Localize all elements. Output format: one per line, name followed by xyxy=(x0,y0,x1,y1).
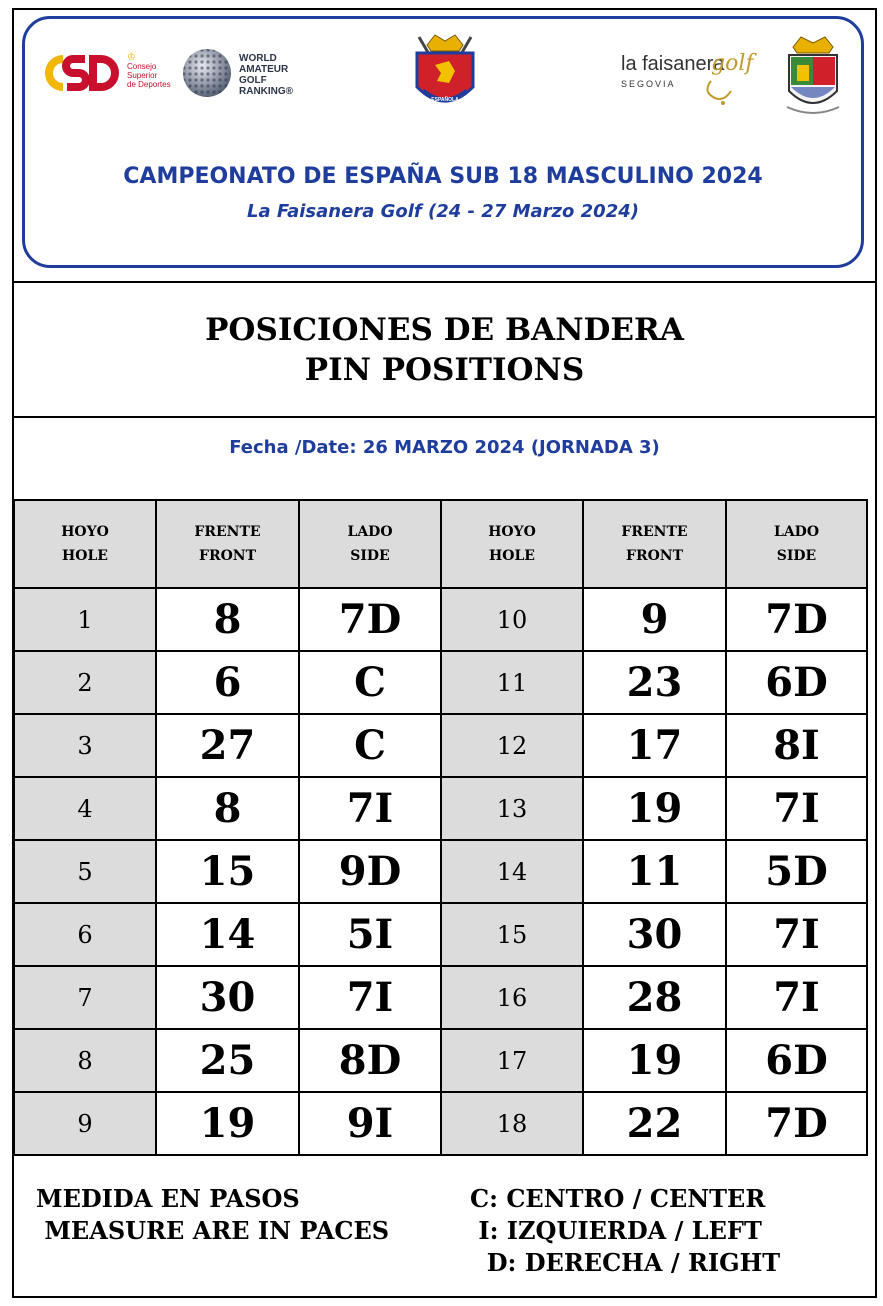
table-row xyxy=(14,966,867,1029)
front-distance: 25 xyxy=(156,1029,299,1092)
front-distance: 11 xyxy=(583,840,726,903)
side-position: 7I xyxy=(299,777,441,840)
hole-number: 13 xyxy=(441,777,583,840)
column-header-es: FRENTE xyxy=(194,524,261,540)
hole-number: 2 xyxy=(14,651,156,714)
front-distance: 8 xyxy=(156,588,299,651)
legend-center: C: CENTRO / CENTER xyxy=(470,1184,766,1213)
hole-number: 15 xyxy=(441,903,583,966)
rfeg-text: ESPAÑOLA xyxy=(431,97,459,103)
front-distance: 28 xyxy=(583,966,726,1029)
column-header xyxy=(299,500,441,588)
side-position: 9D xyxy=(299,840,441,903)
front-distance: 9 xyxy=(583,588,726,651)
wagr-text-3: GOLF xyxy=(239,75,267,86)
faisanera-logo xyxy=(621,53,761,113)
event-header xyxy=(22,16,864,268)
wagr-text-4: RANKING® xyxy=(239,86,294,97)
hole-number: 7 xyxy=(14,966,156,1029)
divider-top xyxy=(12,281,877,283)
csd-text-1: Consejo xyxy=(127,62,157,71)
column-header-es: LADO xyxy=(773,524,820,540)
column-header-en: SIDE xyxy=(776,548,817,564)
side-position: 7I xyxy=(726,966,867,1029)
side-position: 5D xyxy=(726,840,867,903)
side-position: 8D xyxy=(299,1029,441,1092)
column-header-es: LADO xyxy=(347,524,393,540)
golf-ball-icon xyxy=(181,47,233,99)
front-distance: 23 xyxy=(583,651,726,714)
column-header-en: HOLE xyxy=(62,548,108,564)
title-english: PIN POSITIONS xyxy=(304,352,585,388)
faisanera-name: la faisanera xyxy=(621,53,725,75)
column-header xyxy=(726,500,867,588)
side-position: 7I xyxy=(299,966,441,1029)
hole-number: 6 xyxy=(14,903,156,966)
hole-number: 4 xyxy=(14,777,156,840)
golf-swirl-icon xyxy=(701,77,741,107)
column-header-en: HOLE xyxy=(489,548,535,564)
front-distance: 14 xyxy=(156,903,299,966)
column-header xyxy=(441,500,583,588)
column-header xyxy=(156,500,299,588)
hole-number: 18 xyxy=(441,1092,583,1155)
championship-title: CAMPEONATO DE ESPAÑA SUB 18 MASCULINO 2024 xyxy=(123,164,763,189)
wagr-text-2: AMATEUR xyxy=(239,64,289,75)
table-row xyxy=(14,840,867,903)
column-header-en: FRONT xyxy=(199,548,256,564)
sponsor-logos xyxy=(25,19,861,129)
hole-number: 3 xyxy=(14,714,156,777)
table-row xyxy=(14,1029,867,1092)
side-position: 7D xyxy=(726,1092,867,1155)
table-row xyxy=(14,714,867,777)
side-position: 6D xyxy=(726,1029,867,1092)
column-header xyxy=(14,500,156,588)
title-spanish: POSICIONES DE BANDERA xyxy=(205,312,684,348)
hole-number: 17 xyxy=(441,1029,583,1092)
side-position: 7I xyxy=(726,903,867,966)
csd-text-2: Superior xyxy=(127,71,158,80)
side-position: 7D xyxy=(299,588,441,651)
pin-positions-table xyxy=(13,499,868,1156)
front-distance: 30 xyxy=(583,903,726,966)
table-row xyxy=(14,1092,867,1155)
side-position: 6D xyxy=(726,651,867,714)
csd-text-3: de Deportes xyxy=(127,80,171,89)
column-header xyxy=(583,500,726,588)
front-distance: 8 xyxy=(156,777,299,840)
csd-logo xyxy=(45,53,185,103)
front-distance: 17 xyxy=(583,714,726,777)
legend-right: D: DERECHA / RIGHT xyxy=(470,1248,781,1277)
wagr-logo xyxy=(181,47,311,103)
hole-number: 1 xyxy=(14,588,156,651)
column-header-es: HOYO xyxy=(61,524,109,540)
front-distance: 19 xyxy=(583,1029,726,1092)
faisanera-place: SEGOVIA xyxy=(621,79,676,89)
hole-number: 11 xyxy=(441,651,583,714)
side-position: 7D xyxy=(726,588,867,651)
legend xyxy=(470,1183,780,1279)
table-row xyxy=(14,588,867,651)
front-distance: 30 xyxy=(156,966,299,1029)
csd-crown-icon: ♔ xyxy=(127,52,136,63)
rfeg-crest-logo xyxy=(405,31,485,113)
page-title xyxy=(12,310,877,390)
front-distance: 15 xyxy=(156,840,299,903)
hole-number: 12 xyxy=(441,714,583,777)
wagr-text-1: WORLD xyxy=(239,53,277,64)
hole-number: 5 xyxy=(14,840,156,903)
front-distance: 22 xyxy=(583,1092,726,1155)
table-header-row xyxy=(14,500,867,588)
table-row xyxy=(14,903,867,966)
side-position: 5I xyxy=(299,903,441,966)
measure-note xyxy=(36,1183,389,1247)
hole-number: 10 xyxy=(441,588,583,651)
side-position: 9I xyxy=(299,1092,441,1155)
hole-number: 14 xyxy=(441,840,583,903)
town-crest-logo xyxy=(783,35,843,117)
divider-middle xyxy=(12,416,877,418)
front-distance: 19 xyxy=(156,1092,299,1155)
table-row xyxy=(14,651,867,714)
table-row xyxy=(14,777,867,840)
column-header-en: SIDE xyxy=(350,548,390,564)
side-position: 7I xyxy=(726,777,867,840)
hole-number: 8 xyxy=(14,1029,156,1092)
front-distance: 27 xyxy=(156,714,299,777)
side-position: C xyxy=(299,714,441,777)
round-date: Fecha /Date: 26 MARZO 2024 (JORNADA 3) xyxy=(229,437,660,458)
championship-subtitle: La Faisanera Golf (24 - 27 Marzo 2024) xyxy=(247,201,639,222)
hole-number: 16 xyxy=(441,966,583,1029)
column-header-es: HOYO xyxy=(488,524,536,540)
town-crest-icon xyxy=(783,35,843,117)
legend-left: I: IZQUIERDA / LEFT xyxy=(470,1216,762,1245)
column-header-en: FRONT xyxy=(626,548,683,564)
faisanera-golf: golf xyxy=(711,51,754,76)
hole-number: 9 xyxy=(14,1092,156,1155)
column-header-es: FRENTE xyxy=(621,524,688,540)
side-position: C xyxy=(299,651,441,714)
front-distance: 19 xyxy=(583,777,726,840)
measure-note-es: MEDIDA EN PASOS xyxy=(36,1184,300,1213)
csd-emblem-icon xyxy=(45,53,125,93)
measure-note-en: MEASURE ARE IN PACES xyxy=(36,1216,390,1245)
side-position: 8I xyxy=(726,714,867,777)
table-body xyxy=(14,588,867,1155)
front-distance: 6 xyxy=(156,651,299,714)
